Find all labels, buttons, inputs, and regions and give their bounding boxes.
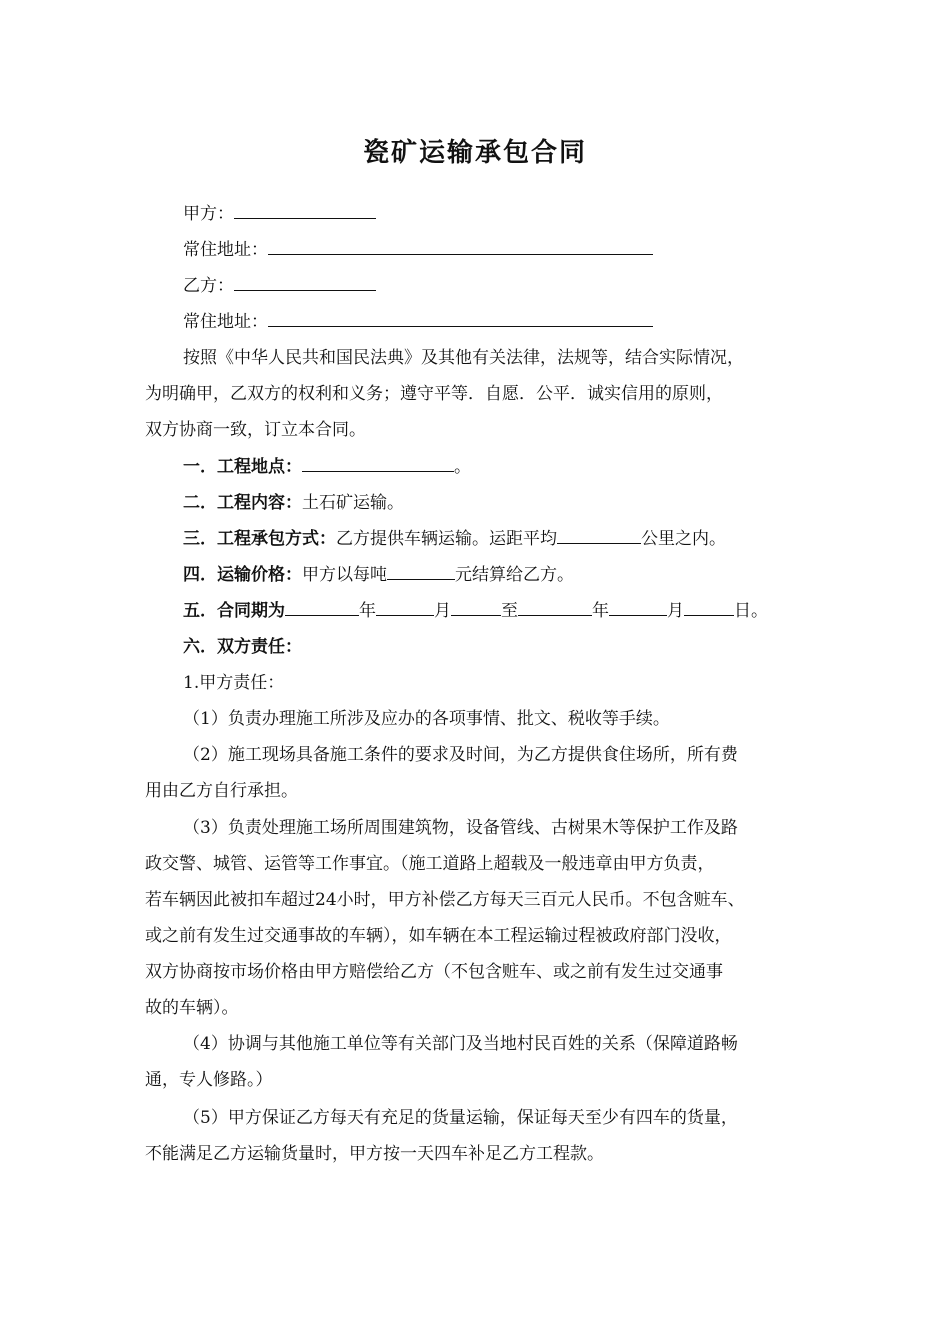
duty-item: （2）施工现场具备施工条件的要求及时间，为乙方提供食住场所，所有费 — [183, 745, 738, 765]
end-day-blank[interactable] — [684, 600, 734, 616]
address-a-label: 常住地址： — [183, 240, 268, 260]
site-blank[interactable] — [302, 456, 454, 472]
duty-item: （5）甲方保证乙方每天有充足的货量运输，保证每天至少有四车的货量， — [183, 1108, 738, 1128]
party-a-line — [183, 203, 376, 225]
preamble-line: 为明确甲，乙双方的权利和义务；遵守平等．自愿．公平．诚实信用的原则， — [145, 384, 723, 404]
duty-item: （3）负责处理施工场所周围建筑物，设备管线、古树果木等保护工作及路 — [183, 818, 738, 838]
month-label: 月 — [667, 601, 684, 621]
address-b-line — [183, 311, 653, 333]
preamble-line: 按照《中华人民共和国民法典》及其他有关法律，法规等，结合实际情况， — [183, 348, 744, 368]
clause-method-end: 公里之内。 — [641, 529, 726, 549]
party-b-label: 乙方： — [183, 276, 234, 296]
clause-price-text: 甲方以每吨 — [302, 565, 387, 585]
clause-site-label: 一．工程地点： — [183, 457, 302, 477]
clause-price — [183, 564, 574, 586]
year-label: 年 — [359, 601, 376, 621]
clause-method — [183, 528, 726, 550]
clause-period — [183, 600, 768, 622]
clause-method-label: 三．工程承包方式： — [183, 529, 336, 549]
start-day-blank[interactable] — [451, 600, 501, 616]
duty-item-cont: 政交警、城管、运管等工作事宜。（施工道路上超载及一般违章由甲方负责， — [145, 854, 715, 874]
address-b-label: 常住地址： — [183, 312, 268, 332]
clause-site — [183, 456, 471, 478]
price-blank[interactable] — [387, 564, 455, 580]
document-title: 瓷矿运输承包合同 — [362, 138, 587, 168]
duty-item-cont: 故的车辆）。 — [145, 998, 239, 1018]
party-a-blank[interactable] — [234, 203, 376, 219]
clause-price-end: 元结算给乙方。 — [455, 565, 574, 585]
start-month-blank[interactable] — [376, 600, 434, 616]
start-year-blank[interactable] — [285, 600, 359, 616]
clause-price-label: 四．运输价格： — [183, 565, 302, 585]
clause-responsibilities-label: 六．双方责任： — [183, 637, 302, 657]
clause-content-text: 土石矿运输。 — [302, 493, 404, 513]
end-month-blank[interactable] — [609, 600, 667, 616]
address-a-line — [183, 239, 653, 261]
party-a-duties-heading: 1.甲方责任： — [183, 673, 285, 693]
address-a-blank[interactable] — [268, 239, 653, 255]
party-a-label: 甲方： — [183, 204, 234, 224]
clause-site-end: 。 — [454, 457, 471, 477]
address-b-blank[interactable] — [268, 311, 653, 327]
distance-blank[interactable] — [557, 528, 641, 544]
year-label: 年 — [592, 601, 609, 621]
duty-item-cont: 通，专人修路。） — [145, 1070, 273, 1090]
duty-item-cont: 或之前有发生过交通事故的车辆），如车辆在本工程运输过程被政府部门没收， — [145, 926, 732, 946]
duty-item-cont: 不能满足乙方运输货量时，甲方按一天四车补足乙方工程款。 — [145, 1144, 604, 1164]
day-label: 日。 — [734, 601, 768, 621]
preamble-line: 双方协商一致，订立本合同。 — [145, 420, 366, 440]
duty-item-cont: 用由乙方自行承担。 — [145, 781, 298, 801]
duty-item-cont: 双方协商按市场价格由甲方赔偿给乙方（不包含赃车、或之前有发生过交通事 — [145, 962, 723, 982]
clause-content — [183, 492, 404, 514]
clause-responsibilities — [183, 636, 302, 658]
to-label: 至 — [501, 601, 518, 621]
clause-content-label: 二．工程内容： — [183, 493, 302, 513]
duty-item: （4）协调与其他施工单位等有关部门及当地村民百姓的关系（保障道路畅 — [183, 1034, 738, 1054]
end-year-blank[interactable] — [518, 600, 592, 616]
clause-method-text: 乙方提供车辆运输。运距平均 — [336, 529, 557, 549]
party-b-blank[interactable] — [234, 275, 376, 291]
duty-item-cont: 若车辆因此被扣车超过24小时，甲方补偿乙方每天三百元人民币。不包含赃车、 — [145, 890, 745, 910]
clause-period-label: 五．合同期为 — [183, 601, 285, 621]
party-b-line — [183, 275, 376, 297]
duty-item: （1）负责办理施工所涉及应办的各项事情、批文、税收等手续。 — [183, 709, 670, 729]
month-label: 月 — [434, 601, 451, 621]
